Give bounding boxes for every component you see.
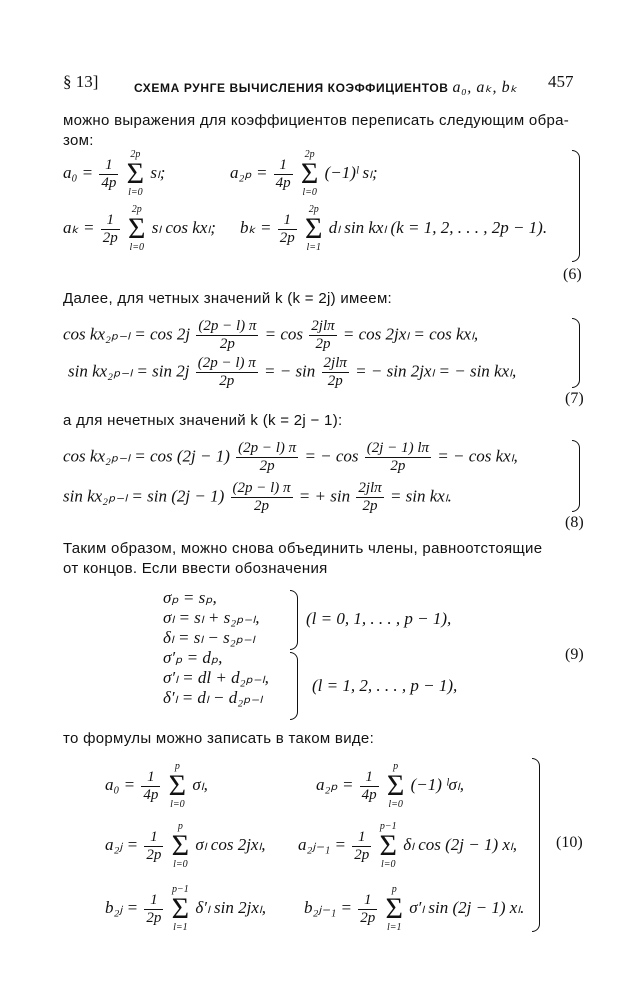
paragraph-line: зом: xyxy=(63,132,94,149)
right-brace xyxy=(290,652,298,720)
paragraph-line: а для нечетных значений k (k = 2j − 1): xyxy=(63,412,343,429)
sum-lower: l=1 xyxy=(173,922,188,933)
denominator: 2p xyxy=(315,336,331,352)
sum-symbol: p Σ l=0 xyxy=(386,761,405,810)
denominator: 2p xyxy=(362,498,378,514)
eq8-row2 xyxy=(63,480,452,515)
eq6-a2p-lhs: a₂ₚ = xyxy=(230,162,268,182)
body: δ′ₗ sin 2jxₗ, xyxy=(195,897,266,917)
denominator: 2p xyxy=(102,229,118,246)
eq6-ak-body: sₗ cos kxₗ; xyxy=(151,217,216,237)
definition-line: δₗ = sₗ − s₂ₚ₋ₗ xyxy=(163,628,255,647)
body: (−1) ˡσₗ, xyxy=(410,774,464,794)
numerator: 2jlπ xyxy=(311,318,335,334)
running-title-text: СХЕМА РУНГЕ ВЫЧИСЛЕНИЯ КОЭФФИЦИЕНТОВ xyxy=(134,81,449,95)
eq10-a2p xyxy=(316,762,464,810)
numerator: (2p − l) π xyxy=(238,440,297,456)
definition-line: σ′ₚ = dₚ, xyxy=(163,648,223,667)
sum-symbol: 2p Σ l=0 xyxy=(300,149,319,198)
sum-symbol: p−1 Σ l=0 xyxy=(379,821,397,870)
sum-lower: l=1 xyxy=(386,922,402,933)
eq10-b2j xyxy=(105,885,266,933)
sum-upper: p xyxy=(177,821,183,832)
denominator: 2p xyxy=(146,846,162,863)
numerator: (2p − l) π xyxy=(197,355,256,371)
sum-upper: 2p xyxy=(308,204,319,215)
eq6-bk xyxy=(240,205,547,253)
fraction xyxy=(99,157,118,192)
denominator: 4p xyxy=(275,174,291,191)
fraction xyxy=(322,355,349,390)
numerator: 1 xyxy=(352,829,371,847)
lhs: a₀ = xyxy=(105,774,136,794)
eq8-row2-part: sin kx₂ₚ₋ₗ = sin (2j − 1) xyxy=(63,486,225,506)
numerator: (2p − l) π xyxy=(232,480,291,496)
definition-line: σ′ₗ = dl + d₂ₚ₋ₗ, xyxy=(163,668,269,687)
body: σ′ₗ sin (2j − 1) xₗ. xyxy=(409,897,525,917)
definition-line: σₗ = sₗ + s₂ₚ₋ₗ, xyxy=(163,608,260,627)
numerator: 2jlπ xyxy=(358,480,382,496)
eq10-a0 xyxy=(105,762,208,810)
eq6-a2p xyxy=(230,150,378,198)
paragraph-line: можно выражения для коэффициентов переписать следующим обра- xyxy=(63,112,570,129)
denominator: 2p xyxy=(360,909,376,926)
sum-upper: 2p xyxy=(131,204,142,215)
equation-number: (6) xyxy=(563,266,582,283)
sum-lower: l=0 xyxy=(170,799,185,810)
sum-upper: p xyxy=(391,884,397,895)
eq6-a2p-body: (−1)ˡ sₗ; xyxy=(324,162,378,182)
eq8-row2-part: = + sin xyxy=(298,486,351,506)
fraction xyxy=(352,829,371,864)
eq8-row2-part: = sin kxₗ. xyxy=(389,486,452,506)
paragraph-line: то формулы можно записать в таком виде: xyxy=(63,730,375,747)
sum-lower: l=0 xyxy=(380,859,396,870)
lhs: a₂ₚ = xyxy=(316,774,354,794)
fraction xyxy=(358,892,377,927)
paragraph-line: от концов. Если ввести обозначения xyxy=(63,560,328,577)
sum-symbol: 2p Σ l=0 xyxy=(126,149,145,198)
paragraph-line: Таким образом, можно снова объединить члены, равноотстоящие xyxy=(63,540,543,557)
eq6-a0-body: sₗ; xyxy=(150,162,166,182)
sum-symbol: 2p Σ l=0 xyxy=(127,204,146,253)
eq7-row2 xyxy=(68,355,516,390)
fraction xyxy=(144,892,163,927)
sum-upper: p−1 xyxy=(379,821,397,832)
numerator: (2p − l) π xyxy=(198,318,257,334)
denominator: 2p xyxy=(390,458,406,474)
eq10-b2j1 xyxy=(304,885,524,933)
numerator: 1 xyxy=(141,769,160,787)
eq6-ak-lhs: aₖ = xyxy=(63,217,95,237)
eq7-row1-part: cos kx₂ₚ₋ₗ = cos 2j xyxy=(63,324,191,344)
sum-upper: p xyxy=(393,761,399,772)
numerator: 1 xyxy=(144,829,163,847)
denominator: 2p xyxy=(254,498,270,514)
denominator: 2p xyxy=(219,373,235,389)
fraction xyxy=(365,440,431,475)
eq7-row1-part: = cos xyxy=(264,324,304,344)
section-number: § 13] xyxy=(63,72,99,91)
sum-lower: l=0 xyxy=(302,187,317,198)
denominator: 2p xyxy=(259,458,275,474)
denominator: 2p xyxy=(146,909,162,926)
eq8-row1 xyxy=(63,440,518,475)
fraction xyxy=(144,829,163,864)
eq9-definitions xyxy=(163,588,269,708)
right-brace xyxy=(290,590,298,650)
denominator: 4p xyxy=(143,786,159,803)
numerator: 2jlπ xyxy=(323,355,347,371)
right-brace xyxy=(532,758,540,932)
sum-lower: l=0 xyxy=(129,242,144,253)
denominator: 2p xyxy=(354,846,370,863)
denominator: 4p xyxy=(361,786,377,803)
numerator: 1 xyxy=(99,157,118,175)
eq10-a2j xyxy=(105,822,266,870)
eq6-ak xyxy=(63,205,216,253)
right-brace xyxy=(572,318,580,388)
sum-symbol: p Σ l=0 xyxy=(171,821,190,870)
numerator: 1 xyxy=(101,212,120,230)
definition-line: σₚ = sₚ, xyxy=(163,588,217,607)
right-brace xyxy=(572,150,580,262)
fraction xyxy=(274,157,293,192)
eq7-row2-part: = − sin 2jxₗ = − sin kxₗ, xyxy=(355,361,517,381)
numerator: 1 xyxy=(360,769,379,787)
eq6-bk-lhs: bₖ = xyxy=(240,217,272,237)
sum-lower: l=0 xyxy=(388,799,403,810)
numerator: (2j − 1) lπ xyxy=(366,440,430,456)
lhs: b₂ⱼ = xyxy=(105,897,139,917)
eq6-a0 xyxy=(63,150,165,198)
eq9-range1: (l = 0, 1, . . . , p − 1), xyxy=(306,609,452,628)
eq7-row1 xyxy=(63,318,478,353)
sum-upper: 2p xyxy=(304,149,315,160)
equation-number: (7) xyxy=(565,390,584,407)
body: σₗ, xyxy=(192,774,208,794)
lhs: a₂ⱼ₋₁ = xyxy=(298,834,346,854)
fraction xyxy=(356,480,383,515)
body: σₗ cos 2jxₗ, xyxy=(195,834,266,854)
equation-number: (10) xyxy=(556,834,583,851)
eq7-row2-part: = − sin xyxy=(264,361,316,381)
numerator: 1 xyxy=(144,892,163,910)
body: δₗ cos (2j − 1) xₗ, xyxy=(403,834,517,854)
running-title xyxy=(134,77,518,97)
fraction xyxy=(101,212,120,247)
fraction xyxy=(236,440,298,475)
sum-lower: l=1 xyxy=(306,242,321,253)
equation-number: (8) xyxy=(565,514,584,531)
sum-symbol: p Σ l=1 xyxy=(385,884,403,933)
eq8-row1-part: = − cos xyxy=(304,446,359,466)
fraction xyxy=(278,212,297,247)
fraction xyxy=(309,318,336,353)
eq8-row1-part: cos kx₂ₚ₋ₗ = cos (2j − 1) xyxy=(63,446,230,466)
fraction xyxy=(141,769,160,804)
fraction xyxy=(196,355,258,390)
fraction xyxy=(360,769,379,804)
sum-lower: l=0 xyxy=(173,859,188,870)
sum-symbol: 2p Σ l=1 xyxy=(304,204,323,253)
sum-symbol: p Σ l=0 xyxy=(168,761,187,810)
eq6-a0-lhs: a₀ = xyxy=(63,162,94,182)
eq8-row1-part: = − cos kxₗ, xyxy=(437,446,518,466)
eq6-bk-body: dₗ sin kxₗ (k = 1, 2, . . . , 2p − 1). xyxy=(328,217,548,237)
eq7-row1-part: = cos 2jxₗ = cos kxₗ, xyxy=(342,324,479,344)
denominator: 4p xyxy=(101,174,117,191)
page-number: 457 xyxy=(548,72,574,91)
sum-lower: l=0 xyxy=(128,187,143,198)
numerator: 1 xyxy=(358,892,377,910)
lhs: a₂ⱼ = xyxy=(105,834,139,854)
fraction xyxy=(231,480,293,515)
eq9-range2: (l = 1, 2, . . . , p − 1), xyxy=(312,676,458,695)
sum-upper: p−1 xyxy=(171,884,189,895)
denominator: 2p xyxy=(219,336,235,352)
definition-line: δ′ₗ = dₗ − d₂ₚ₋ₗ xyxy=(163,688,263,707)
eq10-a2j1 xyxy=(298,822,517,870)
sum-upper: p xyxy=(174,761,180,772)
sum-symbol: p−1 Σ l=1 xyxy=(171,884,190,933)
fraction xyxy=(196,318,258,353)
right-brace xyxy=(572,440,580,512)
numerator: 1 xyxy=(278,212,297,230)
running-title-vars: a₀, aₖ, bₖ xyxy=(452,79,518,96)
denominator: 2p xyxy=(279,229,295,246)
denominator: 2p xyxy=(327,373,343,389)
lhs: b₂ⱼ₋₁ = xyxy=(304,897,352,917)
eq7-row2-part: sin kx₂ₚ₋ₗ = sin 2j xyxy=(68,361,190,381)
paragraph-line: Далее, для четных значений k (k = 2j) имеем: xyxy=(63,290,393,307)
equation-number: (9) xyxy=(565,646,584,663)
sum-upper: 2p xyxy=(130,149,141,160)
numerator: 1 xyxy=(274,157,293,175)
